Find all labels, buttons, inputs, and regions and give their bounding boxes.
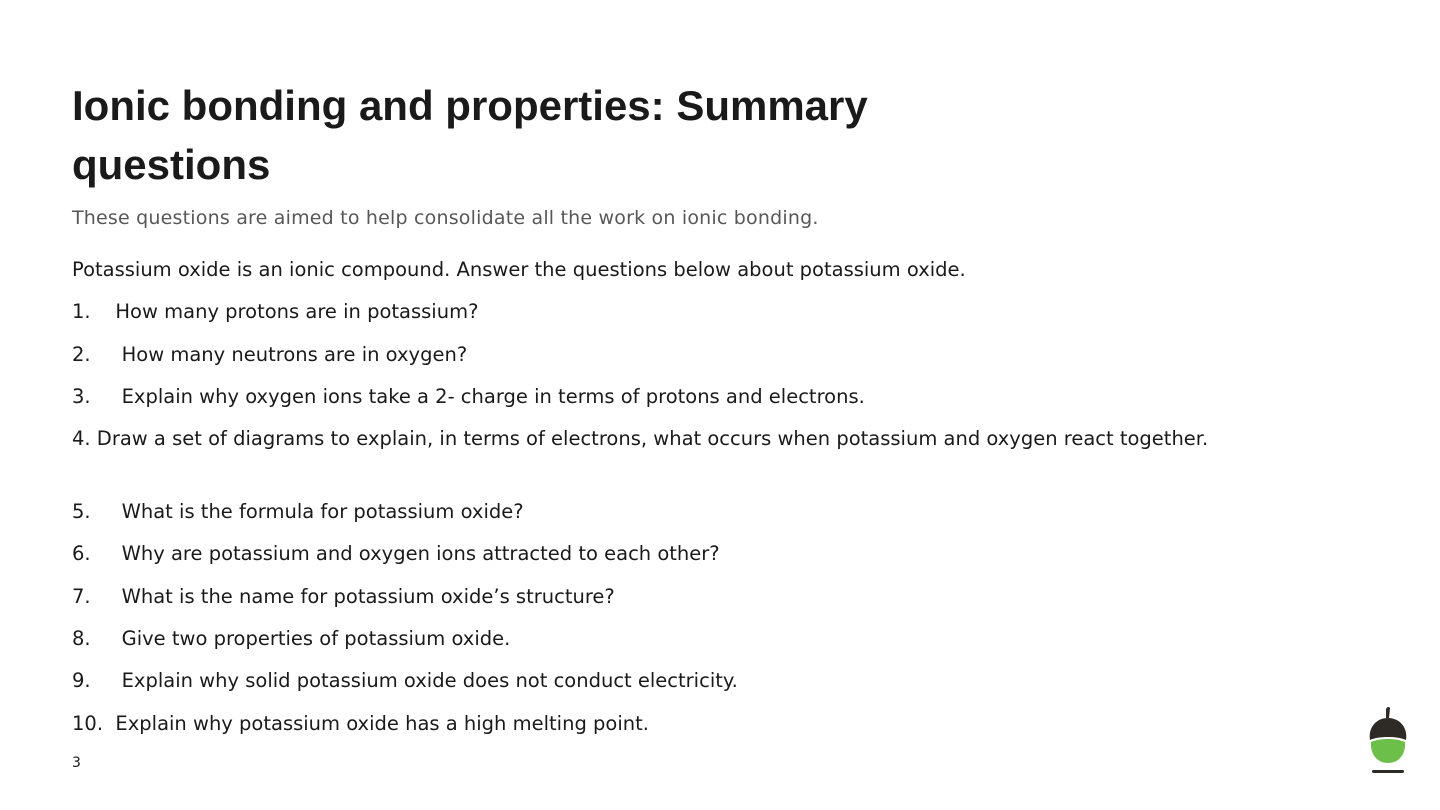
slide-title: Ionic bonding and properties: Summary questions bbox=[72, 82, 868, 188]
slide-subtitle: These questions are aimed to help consolidate all the work on ionic bonding. bbox=[72, 207, 819, 229]
acorn-cap bbox=[1370, 718, 1407, 740]
acorn-body bbox=[1371, 739, 1405, 763]
question-8: 8. Give two properties of potassium oxide. bbox=[72, 627, 511, 650]
acorn-stem bbox=[1386, 707, 1390, 718]
question-4: 4. Draw a set of diagrams to explain, in terms of electrons, what occurs when potassium and oxygen react together. bbox=[72, 427, 1209, 450]
question-9: 9. Explain why solid potassium oxide does not conduct electricity. bbox=[72, 669, 738, 692]
intro-text: Potassium oxide is an ionic compound. Answer the questions below about potassium oxide. bbox=[72, 258, 966, 281]
question-2: 2. How many neutrons are in oxygen? bbox=[72, 343, 468, 366]
question-5: 5. What is the formula for potassium oxide? bbox=[72, 500, 524, 523]
question-1: 1. How many protons are in potassium? bbox=[72, 300, 479, 323]
acorn-base bbox=[1372, 770, 1404, 773]
acorn-logo-icon bbox=[1362, 706, 1414, 778]
question-10: 10. Explain why potassium oxide has a high melting point. bbox=[72, 712, 649, 735]
question-7: 7. What is the name for potassium oxide’s structure? bbox=[72, 585, 615, 608]
question-6: 6. Why are potassium and oxygen ions attracted to each other? bbox=[72, 542, 720, 565]
page-number: 3 bbox=[72, 755, 81, 771]
question-3: 3. Explain why oxygen ions take a 2- charge in terms of protons and electrons. bbox=[72, 385, 865, 408]
